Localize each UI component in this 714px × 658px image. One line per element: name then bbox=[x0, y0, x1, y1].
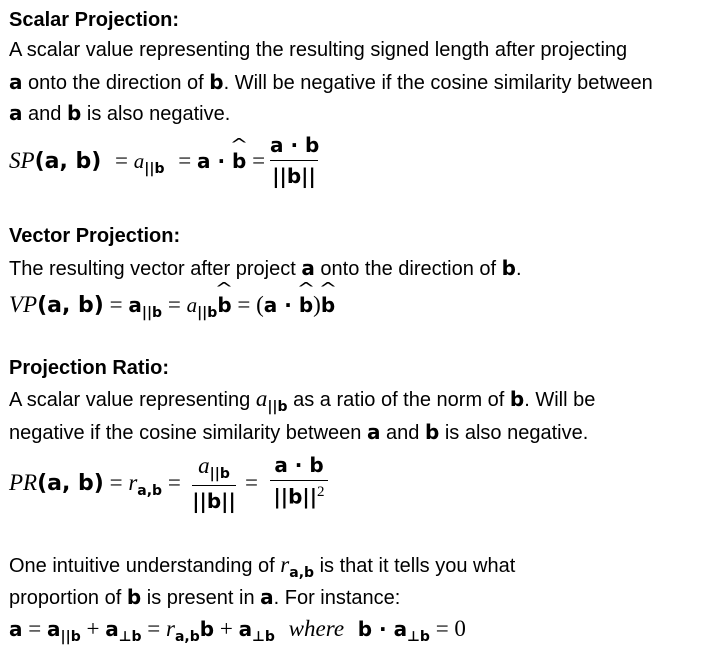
scalar-projection-desc-line1: A scalar value representing the resulting signed length after projecting bbox=[9, 39, 628, 61]
scalar-projection-heading: Scalar Projection: bbox=[9, 9, 180, 31]
vector-projection-heading: Vector Projection: bbox=[9, 225, 181, 247]
intuition-line1: One intuitive understanding of $r_{a,b}$ is that it tells you what bbox=[9, 552, 516, 581]
scalar-projection-desc-line2: a onto the direction of b. Will be negative if the cosine similarity between bbox=[9, 70, 653, 94]
decomposition-formula: $a = a_{||b} + a_{\perp b} = r_{a,b}b + a_{\perp b}$ where $b \cdot a_{\perp b} = 0$ bbox=[9, 616, 466, 645]
projection-ratio-desc-line2: negative if the cosine similarity between a and b is also negative. bbox=[9, 420, 589, 444]
vector-projection-formula: VP(a, $b) = a_{||b}$ = $a_{||b}\^{}$ b = (a · ^ b)^ b bbox=[9, 292, 335, 321]
projection-ratio-desc-line1: A scalar value representing $a_{||b}$ as a ratio of the norm of b. Will be bbox=[9, 386, 596, 415]
projection-ratio-heading: Projection Ratio: bbox=[9, 357, 170, 379]
scalar-projection-desc-line3: a and b is also negative. bbox=[9, 101, 231, 125]
intuition-line2: proportion of b is present in a. For instance: bbox=[9, 585, 401, 609]
vector-projection-desc: The resulting vector after project a onto the direction of b. bbox=[9, 256, 522, 280]
